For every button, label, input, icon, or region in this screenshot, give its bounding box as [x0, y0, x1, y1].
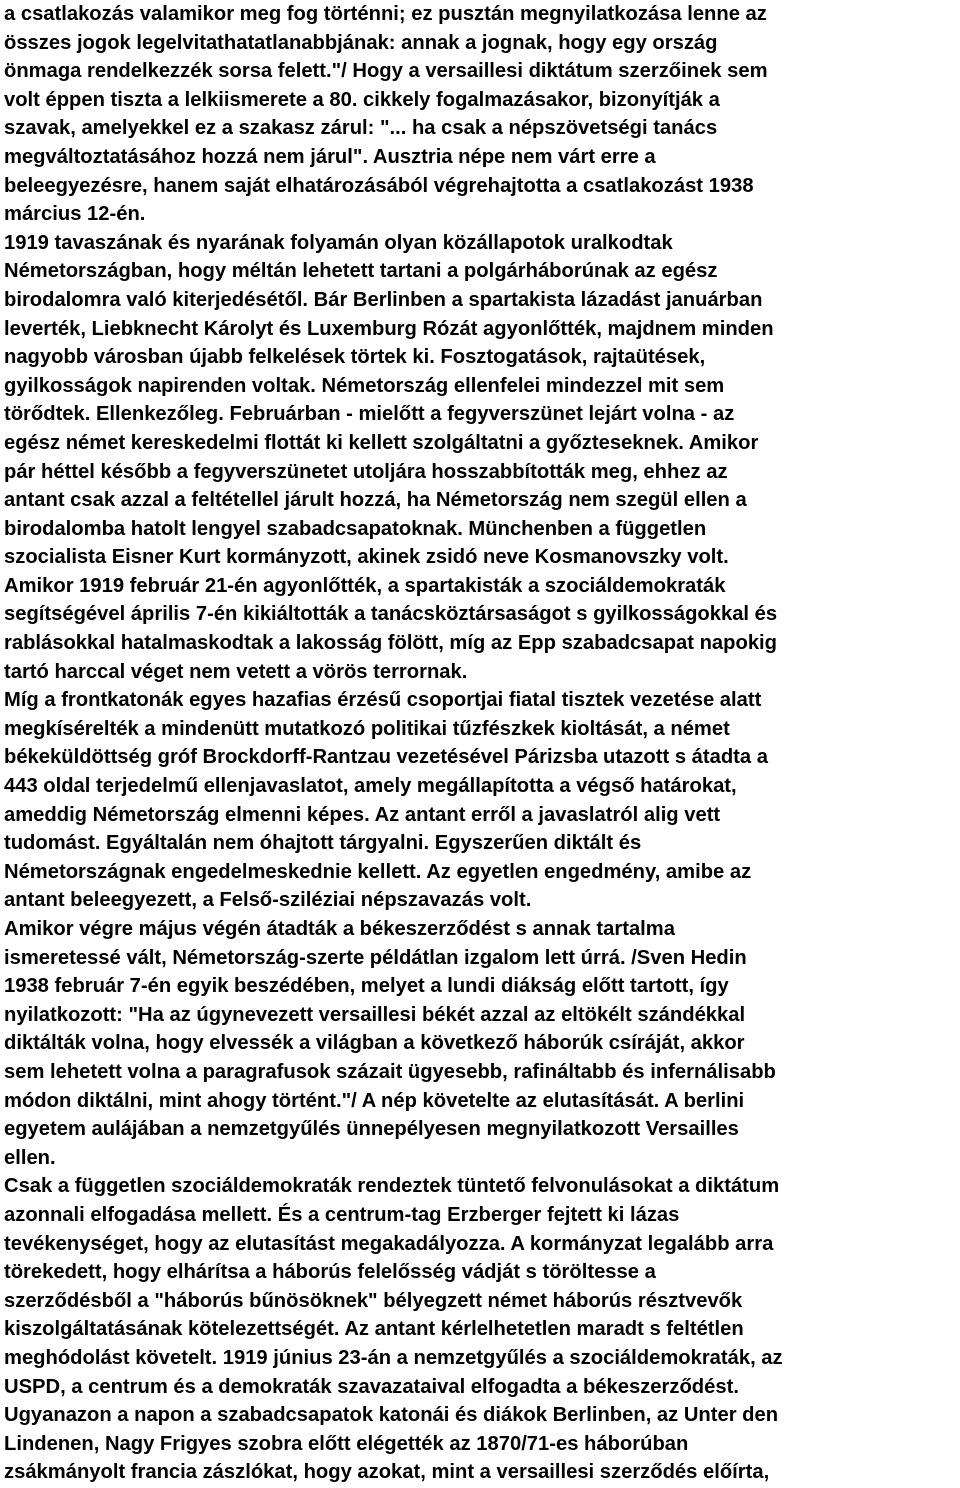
- text-line: nyilatkozott: "Ha az úgynevezett versaillesi békét azzal az eltökélt szándékkal: [4, 1003, 746, 1026]
- text-line: szocialista Eisner Kurt kormányzott, akinek zsidó neve Kosmanovszky volt.: [4, 546, 729, 569]
- text-line: 443 oldal terjedelmű ellenjavaslatot, amely megállapította a végső határokat,: [4, 775, 737, 798]
- document-body: [4, 0, 960, 1487]
- text-line: antant csak azzal a feltétellel járult hozzá, ha Németország nem szegül ellen a: [4, 489, 747, 512]
- text-line: Ugyanazon a napon a szabadcsapatok katonái és diákok Berlinben, az Unter den: [4, 1404, 779, 1427]
- text-line: Amikor 1919 február 21-én agyonlőtték, a spartakisták a szociáldemokraták: [4, 574, 726, 597]
- text-line: nagyobb városban újabb felkelések törtek ki. Fosztogatások, rajtaütések,: [4, 346, 706, 369]
- text-line: a csatlakozás valamikor meg fog történni; ez pusztán megnyilatkozása lenne az: [4, 3, 767, 25]
- text-line: tudomást. Egyáltalán nem óhajtott tárgyalni. Egyszerűen diktált és: [4, 832, 642, 855]
- text-line: megváltoztatásához hozzá nem járul". Ausztria népe nem várt erre a: [4, 145, 656, 168]
- text-line: diktálták volna, hogy elvessék a világban a következő háborúk csíráját, akkor: [4, 1032, 745, 1055]
- text-line: antant beleegyezett, a Felső-sziléziai népszavazás volt.: [4, 889, 532, 912]
- text-line: ismeretessé vált, Németország-szerte példátlan izgalom lett úrrá. /Sven Hedin: [4, 946, 747, 969]
- text-line: Németországnak engedelmeskednie kellett. Az egyetlen engedmény, amibe az: [4, 860, 752, 883]
- text-line: gyilkosságok napirenden voltak. Németország ellenfelei mindezzel mit sem: [4, 374, 725, 397]
- text-line: azonnali elfogadása mellett. És a centrum-tag Erzberger fejtett ki lázas: [4, 1203, 680, 1226]
- text-line: önmaga rendelkezzék sorsa felett."/ Hogy a versaillesi diktátum szerzőinek sem: [4, 60, 768, 83]
- text-line: Míg a frontkatonák egyes hazafias érzésű csoportjai fiatal tisztek vezetése alatt: [4, 689, 762, 712]
- text-line: szavak, amelyekkel ez a szakasz zárul: "... ha csak a népszövetségi tanács: [4, 117, 718, 140]
- text-line: USPD, a centrum és a demokraták szavazataival elfogadta a békeszerződést.: [4, 1375, 739, 1398]
- text-line: meghódolást követelt. 1919 június 23-án a nemzetgyűlés a szociáldemokraták, az: [4, 1346, 783, 1369]
- text-line: ameddig Németország elmenni képes. Az antant erről a javaslatról alig vett: [4, 803, 721, 826]
- text-line: egyetem aulájában a nemzetgyűlés ünnepélyesen megnyilatkozott Versailles: [4, 1118, 739, 1141]
- text-line: 1938 február 7-én egyik beszédében, melyet a lundi diákság előtt tartott, így: [4, 975, 729, 998]
- text-line: módon diktálni, mint ahogy történt."/ A nép követelte az elutasítását. A berlini: [4, 1089, 745, 1112]
- text-line: Amikor végre május végén átadták a békeszerződést s annak tartalma: [4, 918, 675, 940]
- text-line: segítségével április 7-én kikiáltották a tanácsköztársaságot s gyilkosságokkal és: [4, 603, 778, 626]
- text-line: Lindenen, Nagy Frigyes szobra előtt elégették az 1870/71-es háborúban: [4, 1432, 689, 1455]
- text-line: összes jogok legelvitathatatlanabbjának: annak a jognak, hogy egy ország: [4, 31, 718, 54]
- text-line: törődtek. Ellenkezőleg. Februárban - mielőtt a fegyverszünet lejárt volna - az: [4, 403, 735, 426]
- text-line: birodalomra való kiterjedésétől. Bár Berlinben a spartakista lázadást januárban: [4, 288, 763, 311]
- text-line: zsákmányolt francia zászlókat, hogy azokat, mint a versaillesi szerződés előírta,: [4, 1461, 770, 1484]
- text-line: ellen.: [4, 1146, 56, 1169]
- text-line: beleegyezésre, hanem saját elhatározásából végrehajtotta a csatlakozást 1938: [4, 174, 754, 197]
- text-line: törekedett, hogy elhárítsa a háborús felelősség vádját s töröltesse a: [4, 1261, 656, 1284]
- text-line: leverték, Liebknecht Károlyt és Luxemburg Rózát agyonlőtték, majdnem minden: [4, 317, 774, 340]
- text-line: pár héttel később a fegyverszünetet utoljára hosszabbították meg, ehhez az: [4, 460, 728, 483]
- text-line: rablásokkal hatalmaskodtak a lakosság fölött, míg az Epp szabadcsapat napokig: [4, 632, 777, 655]
- text-line: március 12-én.: [4, 203, 146, 226]
- text-line: kiszolgáltatásának kötelezettségét. Az antant kérlelhetetlen maradt s feltétlen: [4, 1318, 744, 1341]
- text-line: szerződésből a "háborús bűnösöknek" bélyegzett német háborús résztvevők: [4, 1289, 743, 1312]
- text-line: 1919 tavaszának és nyarának folyamán olyan közállapotok uralkodtak: [4, 231, 673, 254]
- text-line: megkísérelték a mindenütt mutatkozó politikai tűzfészkek kioltását, a német: [4, 717, 730, 740]
- text-line: Csak a független szociáldemokraták rendeztek tüntető felvonulásokat a diktátum: [4, 1175, 780, 1198]
- text-line: birodalomba hatolt lengyel szabadcsapatoknak. Münchenben a független: [4, 517, 707, 540]
- text-line: sem lehetett volna a paragrafusok százait ügyesebb, rafináltabb és infernálisabb: [4, 1060, 776, 1083]
- text-line: tartó harccal véget nem vetett a vörös terrornak.: [4, 660, 468, 683]
- text-line: tevékenységet, hogy az elutasítást megakadályozza. A kormányzat legalább arra: [4, 1232, 774, 1255]
- text-line: békeküldöttség gróf Brockdorff-Rantzau vezetésével Párizsba utazott s átadta a: [4, 746, 768, 769]
- text-line: Németországban, hogy méltán lehetett tartani a polgárháborúnak az egész: [4, 260, 718, 283]
- text-line: egész német kereskedelmi flottát ki kellett szolgáltatni a győzteseknek. Amikor: [4, 431, 759, 454]
- text-line: volt éppen tiszta a lelkiismerete a 80. cikkely fogalmazásakor, bizonyítják a: [4, 88, 720, 111]
